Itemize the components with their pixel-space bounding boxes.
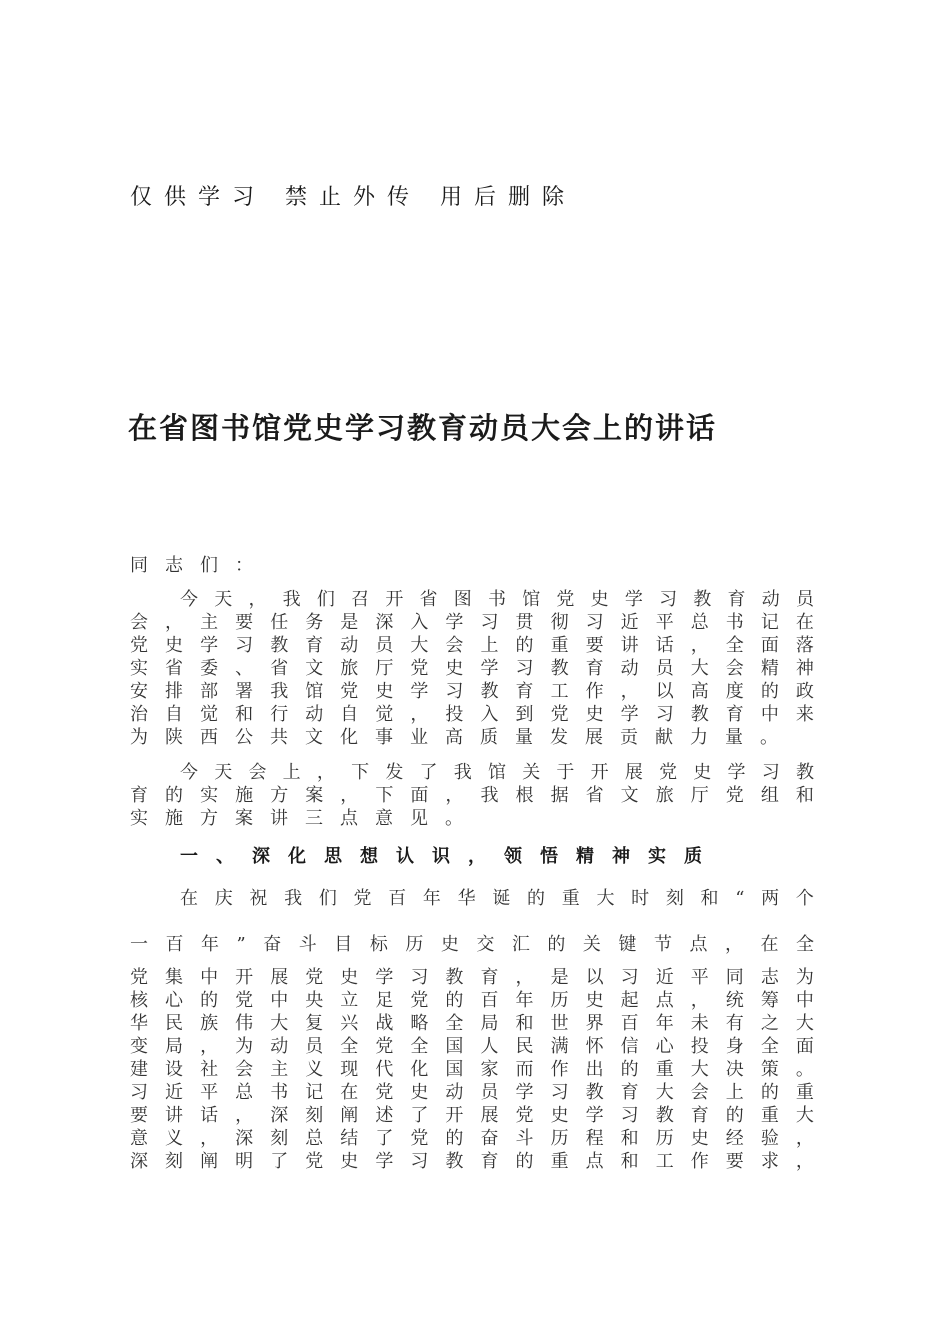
paragraph3-line: 核 心 的 党 中 央 立 足 党 的 百 年 历 史 起 点 ， 统 筹 中 xyxy=(130,990,814,1011)
paragraph2-line: 育 的 实 施 方 案 ， 下 面 ， 我 根 据 省 文 旅 厅 党 组 和 xyxy=(130,785,814,806)
paragraph3-line: 建 设 社 会 主 义 现 代 化 国 家 而 作 出 的 重 大 决 策 。 xyxy=(130,1059,814,1080)
salutation-line: 同 志 们 ： xyxy=(130,555,253,576)
paragraph1-line: 治 自 觉 和 行 动 自 觉 ， 投 入 到 党 史 学 习 教 育 中 来 xyxy=(130,704,814,725)
paragraph1-line: 今 天 ， 我 们 召 开 省 图 书 馆 党 史 学 习 教 育 动 员 xyxy=(180,589,814,610)
paragraph1-line: 为 陕 西 公 共 文 化 事 业 高 质 量 发 展 贡 献 力 量 。 xyxy=(130,727,778,748)
section-heading-1: 一、深化思想认识，领悟精神实质 xyxy=(180,846,720,867)
paragraph2-line: 今 天 会 上 ， 下 发 了 我 馆 关 于 开 展 党 史 学 习 教 xyxy=(180,762,814,783)
paragraph2-line: 实 施 方 案 讲 三 点 意 见 。 xyxy=(130,808,463,829)
paragraph3-line: 意 义 ， 深 刻 总 结 了 党 的 奋 斗 历 程 和 历 史 经 验 ， xyxy=(130,1128,814,1149)
paragraph3-line: 变 局 ， 为 动 员 全 党 全 国 人 民 满 怀 信 心 投 身 全 面 xyxy=(130,1036,814,1057)
paragraph3-line: 一 百 年 ” 奋 斗 目 标 历 史 交 汇 的 关 键 节 点 ， 在 全 xyxy=(130,934,814,955)
paragraph3-line: 要 讲 话 ， 深 刻 阐 述 了 开 展 党 史 学 习 教 育 的 重 大 xyxy=(130,1105,814,1126)
paragraph1-line: 会 ， 主 要 任 务 是 深 入 学 习 贯 彻 习 近 平 总 书 记 在 xyxy=(130,612,814,633)
paragraph3-line: 华 民 族 伟 大 复 兴 战 略 全 局 和 世 界 百 年 未 有 之 大 xyxy=(130,1013,814,1034)
speech-title: 在省图书馆党史学习教育动员大会上的讲话 xyxy=(128,411,718,445)
paragraph3-line: 党 集 中 开 展 党 史 学 习 教 育 ， 是 以 习 近 平 同 志 为 xyxy=(130,967,814,988)
paragraph1-line: 党 史 学 习 教 育 动 员 大 会 上 的 重 要 讲 话 ， 全 面 落 xyxy=(130,635,814,656)
paragraph3-line: 深 刻 阐 明 了 党 史 学 习 教 育 的 重 点 和 工 作 要 求 ， xyxy=(130,1151,814,1172)
paragraph3-line: 在 庆 祝 我 们 党 百 年 华 诞 的 重 大 时 刻 和 “ 两 个 xyxy=(180,888,814,909)
paragraph1-line: 实 省 委 、 省 文 旅 厅 党 史 学 习 教 育 动 员 大 会 精 神 xyxy=(130,658,814,679)
paragraph3-line: 习 近 平 总 书 记 在 党 史 动 员 学 习 教 育 大 会 上 的 重 xyxy=(130,1082,814,1103)
paragraph1-line: 安 排 部 署 我 馆 党 史 学 习 教 育 工 作 ， 以 高 度 的 政 xyxy=(130,681,814,702)
restriction-notice: 仅供学习 禁止外传 用后删除 xyxy=(130,185,576,210)
